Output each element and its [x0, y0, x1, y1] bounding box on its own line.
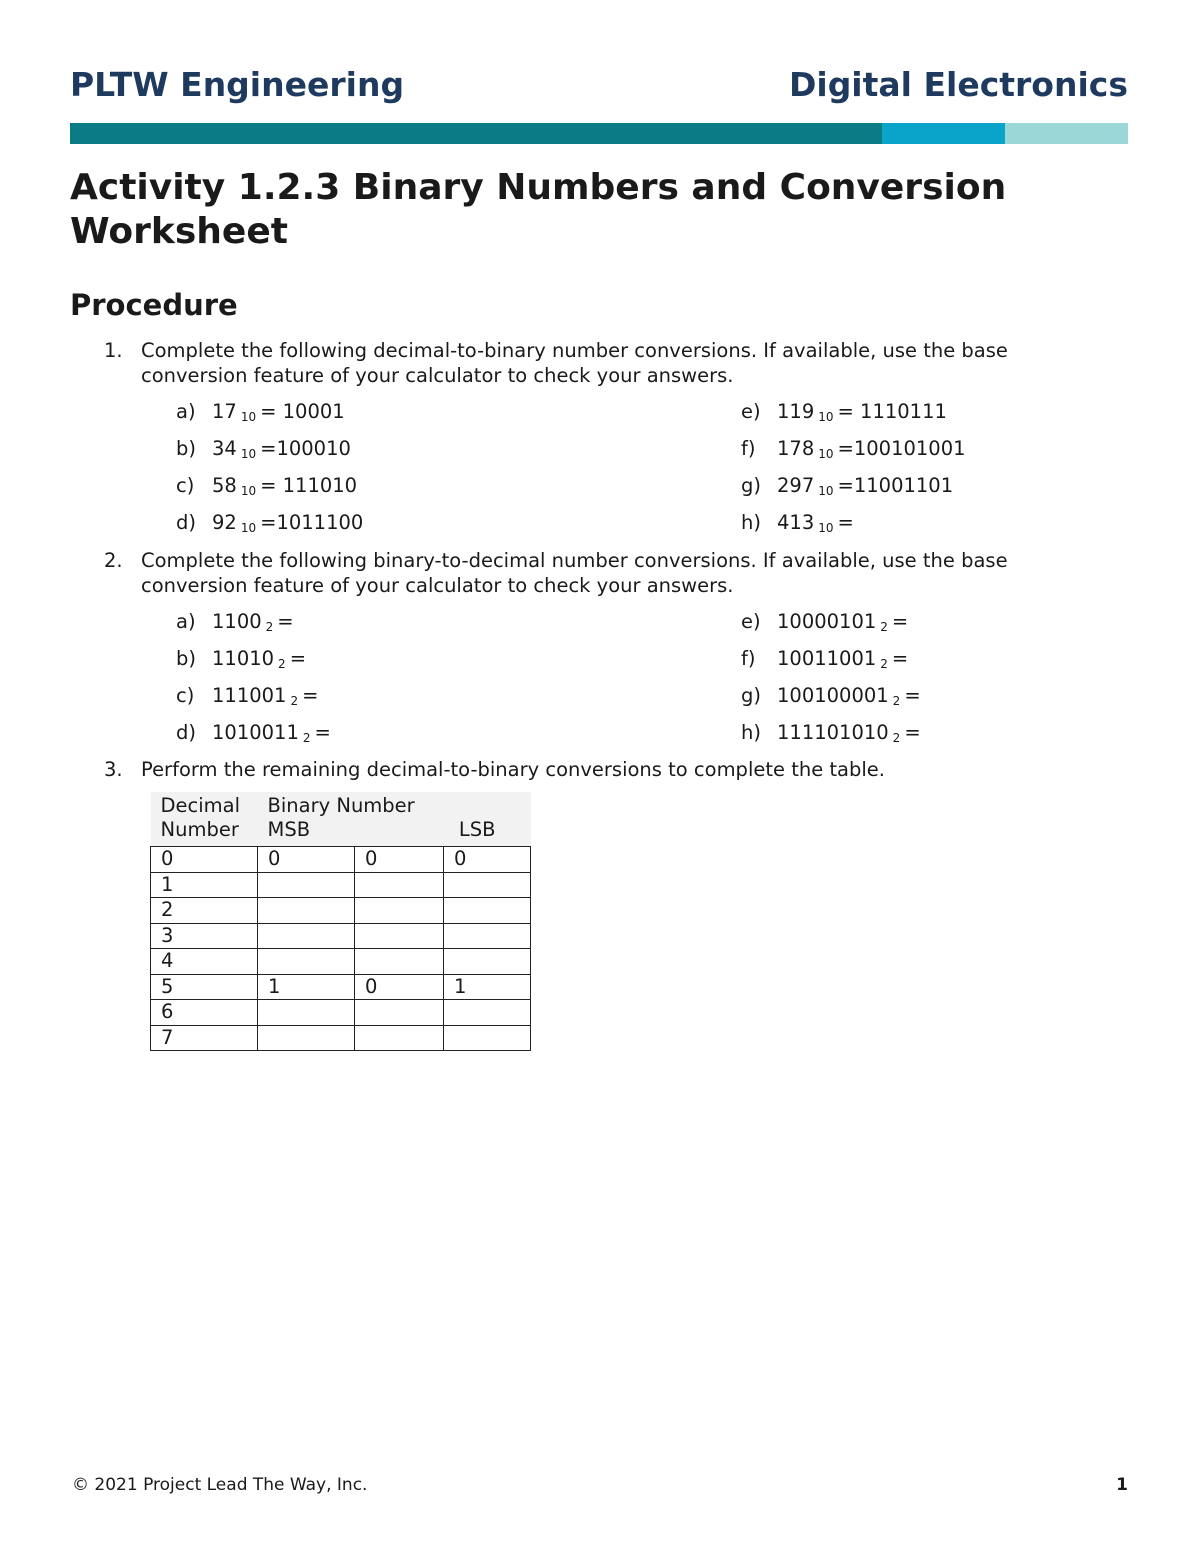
- table-row: [151, 1000, 531, 1026]
- item-base: 10: [240, 410, 257, 424]
- q1-item: [741, 399, 947, 430]
- item-label: e): [741, 400, 761, 423]
- item-number: 34: [212, 437, 237, 460]
- item-base: 10: [818, 410, 834, 424]
- decimal-cell: 3: [151, 923, 258, 949]
- bar-segment-tertiary: [1005, 123, 1128, 144]
- binary-bit-cell[interactable]: [444, 1000, 531, 1026]
- bar-segment-primary: [70, 123, 882, 144]
- binary-bit-cell[interactable]: 0: [355, 974, 444, 1000]
- item-answer: =11001101: [837, 474, 954, 497]
- binary-bit-cell[interactable]: 1: [444, 974, 531, 1000]
- binary-bit-cell[interactable]: 1: [258, 974, 355, 1000]
- item-number: 92: [212, 511, 237, 534]
- item-answer: =: [314, 721, 331, 744]
- item-label: h): [741, 721, 761, 744]
- binary-bit-cell[interactable]: [355, 949, 444, 975]
- item-answer: =: [904, 721, 921, 744]
- item-answer: = 1110111: [837, 400, 947, 423]
- item-number: 1010011: [212, 721, 299, 744]
- item-base: 2: [880, 620, 888, 634]
- q1-item: [176, 473, 357, 504]
- item-label: b): [176, 437, 196, 460]
- header-msb: MSB: [267, 818, 311, 841]
- decimal-cell: 4: [151, 949, 258, 975]
- table-row: [151, 923, 531, 949]
- binary-bit-cell[interactable]: [258, 872, 355, 898]
- item-label: e): [741, 610, 761, 633]
- item-answer: =: [302, 684, 319, 707]
- q2-item: [176, 646, 306, 677]
- item-number: 17: [212, 400, 237, 423]
- question-3-number: 3.: [104, 758, 123, 781]
- q2-item: [741, 683, 921, 714]
- item-label: a): [176, 610, 196, 633]
- page-footer: [72, 1475, 1128, 1495]
- q1-item: [741, 510, 854, 541]
- q2-item: [176, 683, 318, 714]
- question-3-text: Perform the remaining decimal-to-binary conversions to complete the table.: [141, 758, 885, 781]
- item-base: 10: [240, 447, 257, 461]
- binary-bit-cell[interactable]: [258, 1000, 355, 1026]
- decimal-cell: 1: [151, 872, 258, 898]
- conversion-table: [150, 792, 531, 1051]
- item-base: 2: [892, 694, 901, 708]
- binary-bit-cell[interactable]: 0: [258, 847, 355, 873]
- item-base: 10: [240, 484, 257, 498]
- item-number: 413: [777, 511, 815, 534]
- page-number: 1: [1116, 1475, 1128, 1495]
- question-1: [104, 338, 1104, 388]
- question-2: [104, 548, 1104, 598]
- binary-bit-cell[interactable]: 0: [444, 847, 531, 873]
- item-number: 297: [777, 474, 815, 497]
- item-answer: =: [891, 610, 909, 633]
- binary-bit-cell[interactable]: [355, 898, 444, 924]
- item-number: 10000101: [777, 610, 877, 633]
- item-base: 2: [290, 694, 299, 708]
- decimal-cell: 5: [151, 974, 258, 1000]
- item-number: 178: [777, 437, 815, 460]
- item-label: f): [741, 437, 756, 460]
- header-color-bar: [70, 123, 1128, 144]
- header-decimal-number: Decimal Number: [151, 792, 258, 847]
- table-header-row: [151, 792, 531, 847]
- item-number: 111101010: [777, 721, 889, 744]
- header-binary-label: Binary Number: [267, 794, 415, 817]
- decimal-cell: 0: [151, 847, 258, 873]
- question-1-number: 1.: [104, 339, 123, 362]
- decimal-cell: 7: [151, 1025, 258, 1051]
- q2-item: [741, 720, 921, 751]
- item-answer: =: [277, 610, 294, 633]
- bar-segment-secondary: [882, 123, 1005, 144]
- item-label: g): [741, 474, 761, 497]
- item-number: 11010: [212, 647, 275, 670]
- question-1-text: Complete the following decimal-to-binary number conversions. If available, use the base conversion feature of your calculator to check your answers.: [141, 339, 1008, 387]
- table-body: [151, 847, 531, 1051]
- q1-item: [176, 436, 351, 467]
- binary-bit-cell[interactable]: [355, 1025, 444, 1051]
- decimal-cell: 2: [151, 898, 258, 924]
- item-answer: =: [904, 684, 921, 707]
- page-title: [70, 166, 1130, 254]
- item-answer: =: [891, 647, 909, 670]
- q1-item: [176, 510, 363, 541]
- item-label: d): [176, 721, 196, 744]
- binary-bit-cell[interactable]: [355, 923, 444, 949]
- item-base: 2: [880, 657, 888, 671]
- binary-bit-cell[interactable]: [444, 898, 531, 924]
- binary-bit-cell[interactable]: [444, 872, 531, 898]
- q1-item: [741, 436, 966, 467]
- item-base: 10: [818, 447, 834, 461]
- item-base: 2: [892, 731, 901, 745]
- title-line-1: Activity 1.2.3 Binary Numbers and Conversion: [70, 167, 1007, 208]
- decimal-cell: 6: [151, 1000, 258, 1026]
- item-answer: =: [289, 647, 307, 670]
- title-line-2: Worksheet: [70, 211, 288, 252]
- item-label: b): [176, 647, 196, 670]
- table-row: [151, 898, 531, 924]
- item-answer: = 111010: [260, 474, 358, 497]
- q2-item: [741, 609, 908, 640]
- item-answer: =100101001: [837, 437, 966, 460]
- binary-bit-cell[interactable]: [355, 1000, 444, 1026]
- item-number: 1100: [212, 610, 262, 633]
- header-left: PLTW Engineering: [70, 64, 405, 104]
- binary-bit-cell[interactable]: [258, 1025, 355, 1051]
- q1-item: [741, 473, 953, 504]
- item-number: 58: [212, 474, 237, 497]
- question-3: [104, 757, 1104, 782]
- item-base: 10: [818, 484, 834, 498]
- item-base: 10: [818, 521, 834, 535]
- binary-bit-cell[interactable]: [258, 898, 355, 924]
- item-label: c): [176, 684, 195, 707]
- q2-item: [176, 720, 331, 751]
- binary-bit-cell[interactable]: 0: [355, 847, 444, 873]
- question-2-text: Complete the following binary-to-decimal number conversions. If available, use the base conversion feature of your calculator to check your answers.: [141, 549, 1008, 597]
- q2-item: [176, 609, 294, 640]
- binary-bit-cell[interactable]: [444, 923, 531, 949]
- question-2-number: 2.: [104, 549, 123, 572]
- binary-bit-cell[interactable]: [258, 923, 355, 949]
- binary-bit-cell[interactable]: [355, 872, 444, 898]
- table-row: [151, 872, 531, 898]
- item-label: d): [176, 511, 196, 534]
- table-row: [151, 974, 531, 1000]
- item-base: 2: [302, 731, 311, 745]
- header-lsb: LSB: [458, 818, 496, 841]
- item-label: h): [741, 511, 761, 534]
- table-row: [151, 847, 531, 873]
- item-answer: = 10001: [260, 400, 345, 423]
- section-heading: Procedure: [70, 288, 238, 322]
- item-base: 10: [240, 521, 257, 535]
- item-number: 119: [777, 400, 815, 423]
- binary-bit-cell[interactable]: [444, 1025, 531, 1051]
- item-number: 10011001: [777, 647, 877, 670]
- item-answer: =100010: [260, 437, 351, 460]
- q1-item: [176, 399, 345, 430]
- item-label: a): [176, 400, 196, 423]
- table-row: [151, 1025, 531, 1051]
- item-answer: =: [837, 511, 854, 534]
- item-answer: =1011100: [260, 511, 364, 534]
- binary-bit-cell[interactable]: [444, 949, 531, 975]
- table-row: [151, 949, 531, 975]
- q2-item: [741, 646, 908, 677]
- item-base: 2: [278, 657, 286, 671]
- binary-bit-cell[interactable]: [258, 949, 355, 975]
- item-label: g): [741, 684, 761, 707]
- header-binary-number: [258, 792, 531, 847]
- header-right: Digital Electronics: [788, 64, 1128, 104]
- footer-copyright: © 2021 Project Lead The Way, Inc.: [72, 1475, 368, 1495]
- item-label: c): [176, 474, 195, 497]
- item-label: f): [741, 647, 756, 670]
- page-header: [70, 62, 1128, 106]
- item-number: 100100001: [777, 684, 889, 707]
- item-base: 2: [265, 620, 274, 634]
- item-number: 111001: [212, 684, 287, 707]
